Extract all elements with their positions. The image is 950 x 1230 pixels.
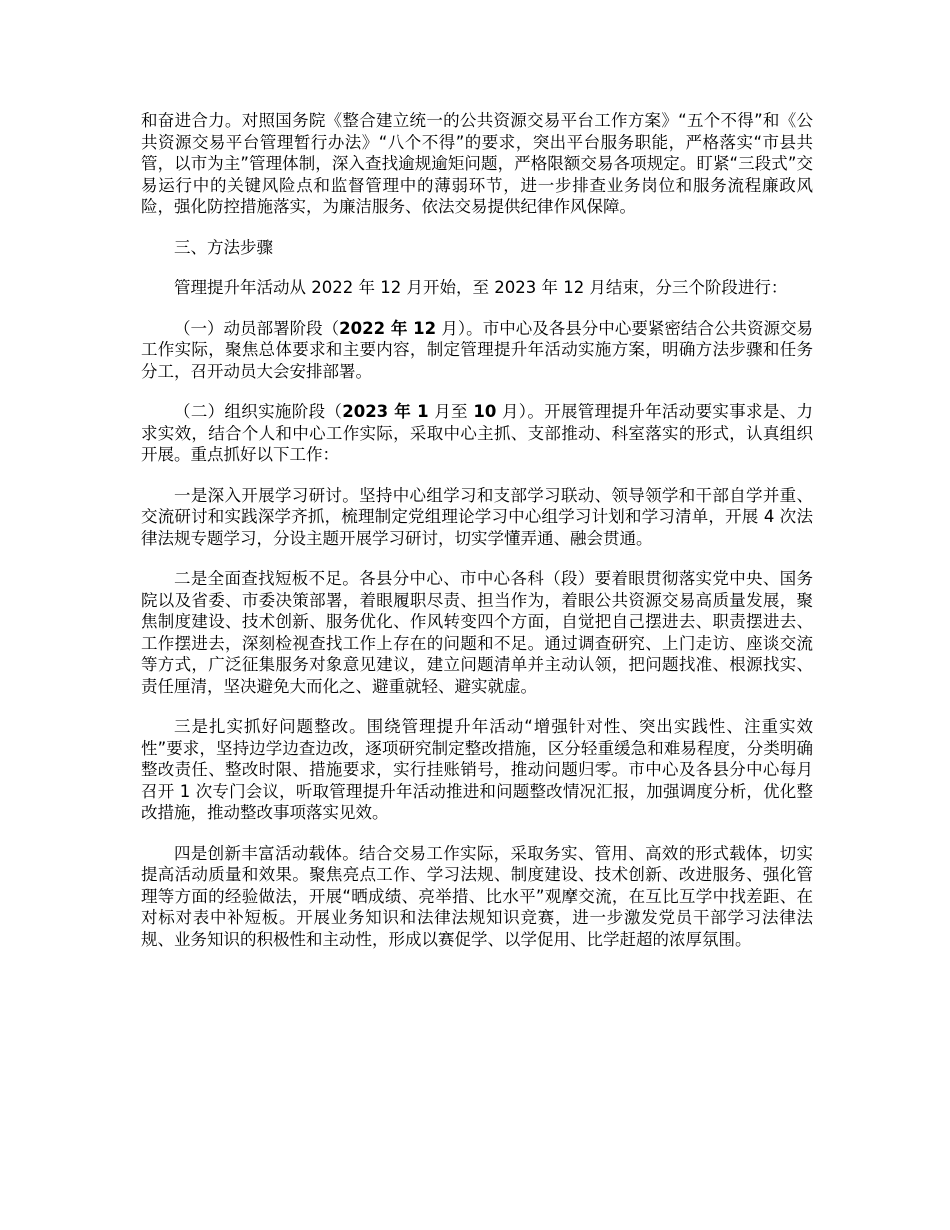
stage2-paragraph [141,401,813,466]
task2-paragraph: 二是全面查找短板不足。各县分中心、市中心各科（段）要着眼贯彻落实党中央、国务院以及省委、市委决策部署，着眼履职尽责、担当作为，着眼公共资源交易高质量发展，聚焦制度建设、技术创新、服务优化、作风转变四个方面，自觉把自己摆进去、职责摆进去、工作摆进去，深刻检视查找工作上存在的问题和不足。通过调查研究、上门走访、座谈交流等方式，广泛征集服务对象意见建议，建立问题清单并主动认领，把问题找准、根源找实、责任厘清，坚决避免大而化之、避重就轻、避实就虚。 [141,569,813,696]
task3-paragraph: 三是扎实抓好问题整改。围绕管理提升年活动“增强针对性、突出实践性、注重实效性”要求，坚持边学边查边改，逐项研究制定整改措施，区分轻重缓急和难易程度，分类明确整改责任、整改时限、措施要求，实行挂账销号，推动问题归零。市中心及各县分中心每月召开 1 次专门会议，听取管理提升年活动推进和问题整改情况汇报，加强调度分析，优化整改措施，推动整改事项落实见效。 [141,717,813,822]
stage1-month: 12 [413,318,437,338]
schedule-paragraph: 管理提升年活动从 2022 年 12 月开始，至 2023 年 12 月结束，分三个阶段进行： [174,278,788,297]
stage2-year: 2023 [342,402,389,421]
document-page [141,110,813,969]
stage1-month-unit: 月 [436,318,458,338]
stage2-month-unit: 月 [496,402,519,421]
intro-paragraph: 和奋进合力。对照国务院《整合建立统一的公共资源交易平台工作方案》“五个不得”和《公共资源交易平台管理暂行办法》“八个不得”的要求，突出平台服务职能，严格落实“市县共管，以市为主”管理体制，深入查找逾规逾矩问题，严格限额交易各项规定。盯紧“三段式”交易运行中的关键风险点和监督管理中的薄弱环节，进一步排查业务岗位和服务流程廉政风险，强化防控措施落实，为廉洁服务、依法交易提供纪律作风保障。 [141,111,813,216]
task4-paragraph: 四是创新丰富活动载体。结合交易工作实际，采取务实、管用、高效的形式载体，切实提高活动质量和效果。聚焦亮点工作、学习法规、制度建设、技术创新、改进服务、强化管理等方面的经验做法，开展“晒成绩、亮举措、比水平”观摩交流，在互比互学中找差距、在对标对表中补短板。开展业务知识和法律法规知识竞赛，进一步激发党员干部学习法律法规、业务知识的积极性和主动性，形成以赛促学、以学促用、比学赶超的浓厚氛围。 [141,843,813,949]
stage1-body: ）。市中心及各县分中心要紧密结合公共资源交易工作实际，聚焦总体要求和主要内容，制定管理提升年活动实施方案，明确方法步骤和任务分工，召开动员大会安排部署。 [141,318,814,381]
stage2-month-start: 1 [417,402,429,421]
stage2-year-unit: 年 [388,402,418,421]
stage2-mid: 月至 [428,402,474,421]
stage1-year: 2022 [339,318,386,338]
stage1-paragraph [141,318,813,383]
section-heading-methods: 三、方法步骤 [174,237,273,257]
stage2-month-end: 10 [473,402,497,421]
task1-paragraph: 一是深入开展学习研讨。坚持中心组学习和支部学习联动、领导领学和干部自学并重、交流研讨和实践深学齐抓，梳理制定党组理论学习中心组学习计划和学习清单，开展 4 次法律法规专题学习，分设主题开展学习研讨，切实学懂弄通、融会贯通。 [141,485,813,548]
stage2-prefix: （二）组织实施阶段（ [174,402,343,421]
stage1-prefix: （一）动员部署阶段（ [174,318,340,338]
stage2-body: ）。开展管理提升年活动要实事求是、力求实效，结合个人和中心工作实际，采取中心主抓、支部推动、科室落实的形式，认真组织开展。重点抓好以下工作： [141,402,813,464]
stage1-year-unit: 年 [385,318,414,338]
